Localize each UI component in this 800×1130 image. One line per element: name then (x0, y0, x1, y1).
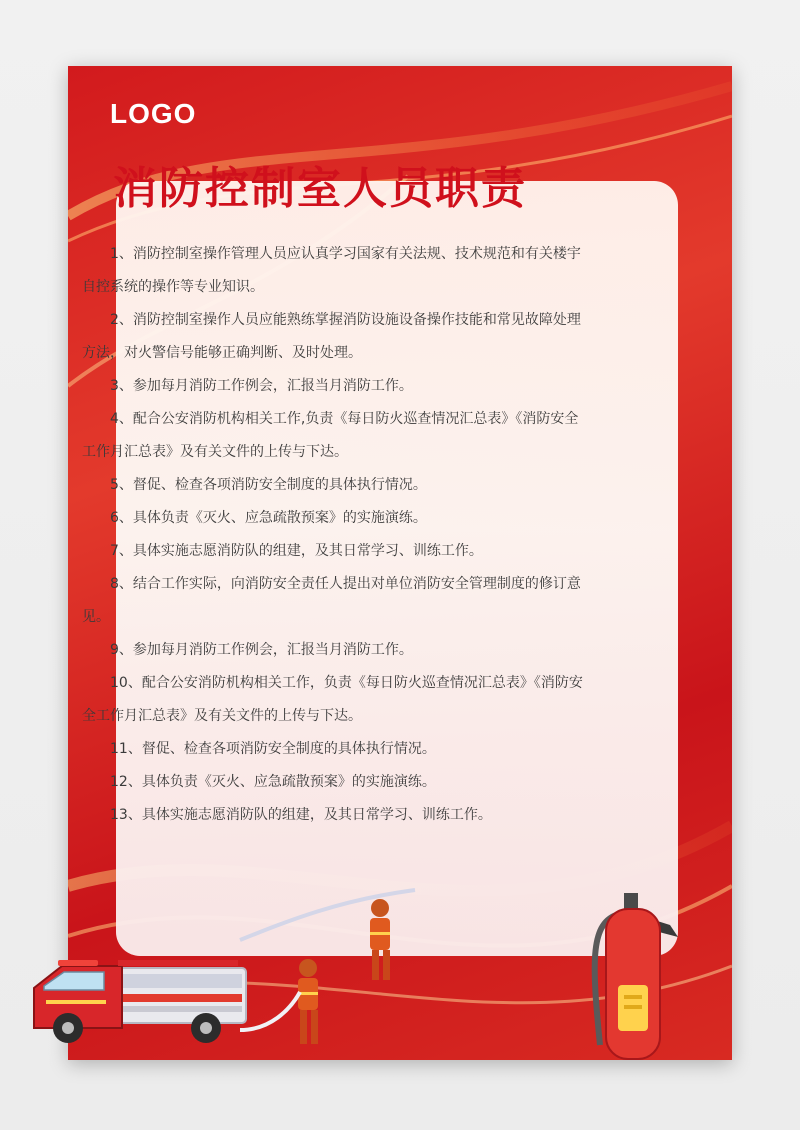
duty-list (82, 238, 587, 832)
list-item: 2、消防控制室操作人员应能熟练掌握消防设施设备操作技能和常见故障处理方法，对火警信号能够正确判断、及时处理。 (82, 312, 581, 361)
list-item: 5、督促、检查各项消防安全制度的具体执行情况。 (110, 477, 427, 493)
list-item: 10、配合公安消防机构相关工作，负责《每日防火巡查情况汇总表》《消防安全工作月汇总表》及有关文件的上传与下达。 (82, 675, 583, 724)
list-item: 8、结合工作实际，向消防安全责任人提出对单位消防安全管理制度的修订意见。 (82, 576, 581, 625)
list-item: 3、参加每月消防工作例会，汇报当月消防工作。 (110, 378, 413, 394)
list-item: 9、参加每月消防工作例会，汇报当月消防工作。 (110, 642, 413, 658)
firefighter-icon (200, 880, 430, 1060)
list-item: 13、具体实施志愿消防队的组建，及其日常学习、训练工作。 (110, 807, 492, 823)
page-title: 消防控制室人员职责 (113, 163, 527, 214)
logo: LOGO (110, 98, 197, 129)
list-item: 1、消防控制室操作管理人员应认真学习国家有关法规、技术规范和有关楼宇自控系统的操作等专业知识。 (82, 246, 581, 295)
list-item: 7、具体实施志愿消防队的组建，及其日常学习、训练工作。 (110, 543, 483, 559)
list-item: 6、具体负责《灭火、应急疏散预案》的实施演练。 (110, 510, 427, 526)
list-item: 11、督促、检查各项消防安全制度的具体执行情况。 (110, 741, 436, 757)
list-item: 12、具体负责《灭火、应急疏散预案》的实施演练。 (110, 774, 436, 790)
fire-extinguisher-icon (520, 845, 700, 1065)
list-item: 4、配合公安消防机构相关工作,负责《每日防火巡查情况汇总表》《消防安全工作月汇总表》及有关文件的上传与下达。 (82, 411, 579, 460)
